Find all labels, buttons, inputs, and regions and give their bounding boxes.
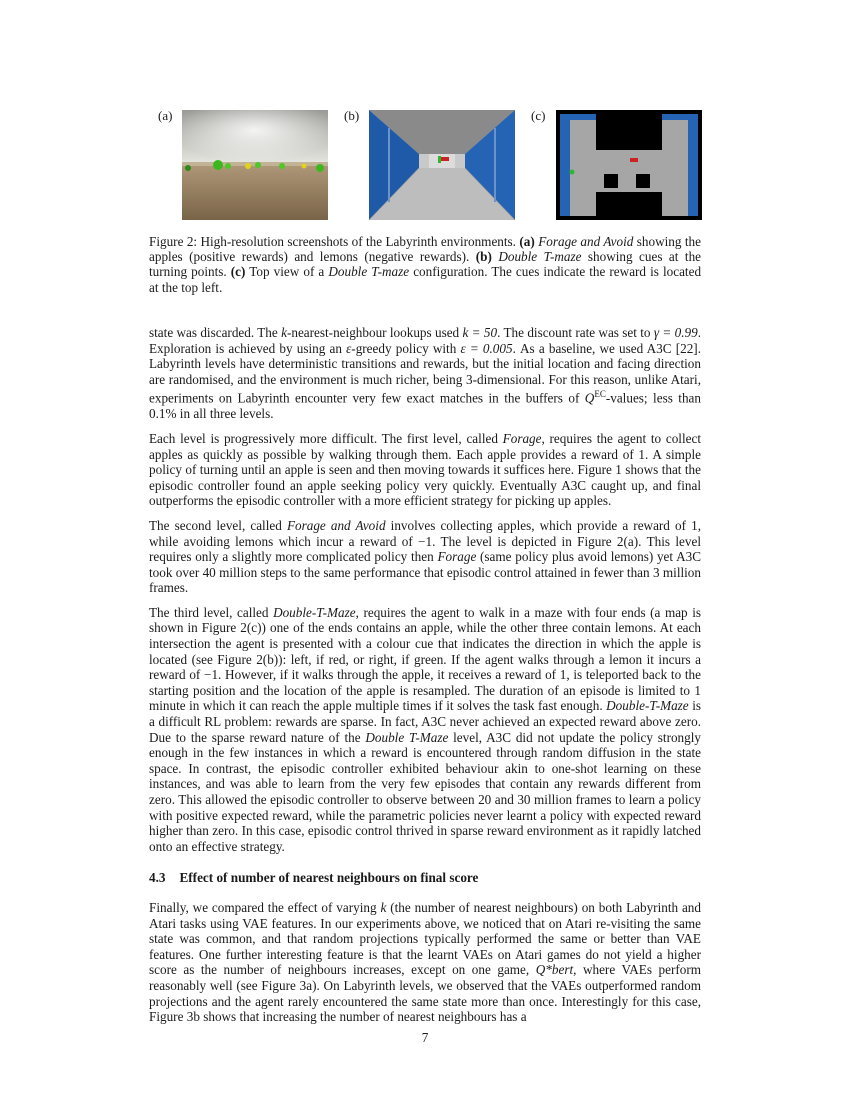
math-q: Q xyxy=(584,390,595,406)
level-name: Double T-Maze xyxy=(365,729,449,745)
level-name: Double-T-Maze xyxy=(606,698,689,714)
paragraph-double-t-maze xyxy=(149,605,701,855)
text-run: state was discarded. The xyxy=(149,325,282,340)
paragraph-forage xyxy=(149,431,701,509)
caption-c-name: Double T-maze xyxy=(328,264,410,280)
panel-b-label: (b) xyxy=(344,108,360,123)
page-number: 7 xyxy=(421,1030,429,1045)
text-run: level, A3C did not update the policy strongly enough in the few instances in which a reward is encountered through random diffusion in the state space. In contrast, the episodic controller exhibited behaviour akin to one-shot learning on these instances, and was able to learn from the very few episodes that contain any rewards different from zero. This allowed the episodic controller to observe between 20 and 30 million frames to learn a policy with positive expected reward, while the parametric policies never learnt a policy with expected reward higher than zero. In this case, episodic control thrived in sparse reward environment as it rapidly latched onto an effective strategy. xyxy=(149,729,701,854)
math-percent: 0.1% xyxy=(149,406,177,422)
math-negative-one: −1 xyxy=(418,533,433,549)
caption-b-tag: (b) xyxy=(475,249,492,265)
text-run: (same policy plus avoid lemons) yet A3C took over 40 million steps to the same performance that episodic control attained in fewer than 3 million frames. xyxy=(149,549,701,596)
panel-a-label: (a) xyxy=(158,108,173,123)
caption-c-text1: Top view of a xyxy=(249,264,325,280)
caption-b-name: Double T-maze xyxy=(498,249,582,265)
text-run: -nearest-neighbour lookups used xyxy=(286,325,463,340)
text-run: Finally, we compared the effect of varying xyxy=(149,899,381,915)
text-run: . Exploration is achieved by using an xyxy=(149,325,701,356)
math-k: k xyxy=(281,325,287,340)
text-run: -greedy policy with xyxy=(351,340,461,356)
math-gamma: γ = 0.99 xyxy=(653,325,698,340)
panel-c-label: (c) xyxy=(531,108,546,123)
math-negative-one: −1 xyxy=(204,667,219,683)
paragraph-setup xyxy=(149,325,701,422)
text-run: (the number of nearest neighbours) on both Labyrinth and Atari tasks using VAE features. In our experiments above, we noticed that on Atari re-visiting the same state was common, and that random projections typically performed the same or better than VAE features. One further interesting feature is that the learnt VAEs on Atari games do not yield a higher score as the number of neighbours increases, except on one game, xyxy=(149,899,701,978)
math-one: 1 xyxy=(559,667,567,683)
level-name: Forage xyxy=(502,430,542,446)
forage-avoid-screenshot xyxy=(182,110,328,220)
figure-caption xyxy=(149,234,701,295)
math-k: k xyxy=(380,899,387,915)
text-run: in all three levels. xyxy=(176,406,274,422)
paragraph-forage-avoid xyxy=(149,518,701,596)
text-run: , requires the agent to walk in a maze with four ends (a map is shown in Figure 2(c)) one of the ends contains an apple, while the other three contain lemons. At each intersection the agent is presented with a colour cue that indicates the direction in which the apple is located (see Figure 2(b)): left, if red, or right, if green. If the agent walks through a lemon it incurs a reward of xyxy=(149,604,702,683)
text-run: Each level is progressively more difficult. The first level, called xyxy=(149,430,503,446)
text-run: . The discount rate was set to xyxy=(497,325,654,340)
math-epsilon-value: ε = 0.005 xyxy=(460,340,513,356)
caption-c-text2: configuration. The cues indicate the reward is located at the top left. xyxy=(149,264,702,295)
math-q-superscript: EC xyxy=(594,389,606,400)
game-name: Q*bert xyxy=(535,962,574,978)
math-epsilon: ε xyxy=(346,340,352,356)
caption-b-text: showing cues at the turning points. xyxy=(149,249,702,280)
body-text xyxy=(149,325,701,1034)
section-heading xyxy=(149,870,701,886)
caption-prefix: Figure 2: High-resolution screenshots of the Labyrinth environments. xyxy=(149,234,516,249)
text-run: involves collecting apples, which provide a reward of 1, while avoiding lemons which incur a reward of xyxy=(149,517,701,549)
math-k-value: k = 50 xyxy=(462,325,498,340)
text-run: The second level, called xyxy=(149,517,287,533)
text-run: , is teleported back to the starting position and the location of the apple is resampled. The duration of an episode is limited to 1 minute in which it can reach the apple multiple times if it solves the task fast enough. xyxy=(149,667,701,714)
text-run: -values; less than xyxy=(605,390,701,406)
caption-c-tag: (c) xyxy=(230,264,246,280)
section-title: Effect of number of nearest neighbours on final score xyxy=(179,870,479,886)
caption-a-tag: (a) xyxy=(519,234,535,249)
caption-a-name: Forage and Avoid xyxy=(538,234,634,249)
level-name: Forage xyxy=(437,549,477,565)
section-number: 4.3 xyxy=(149,870,166,886)
level-name: Double-T-Maze xyxy=(273,604,356,620)
text-run: . The level is depicted in Figure 2(a). This level requires only a slightly more complicated policy then xyxy=(149,533,701,565)
text-run: . However, if it walks through the apple, it receives a reward of xyxy=(218,667,560,683)
text-run: is a difficult RL problem: rewards are sparse. In fact, A3C never achieved an expected reward above zero. Due to the sparse reward nature of the xyxy=(149,698,701,745)
text-run: The third level, called xyxy=(149,604,274,620)
level-name: Forage and Avoid xyxy=(286,517,386,533)
double-t-maze-corridor-screenshot xyxy=(369,110,515,220)
text-run: . As a baseline, we used A3C [22]. Labyrinth levels have deterministic transitions and rewards, but the initial location and facing direction are randomised, and the environment is much richer, being 3-dimensional. For this reason, unlike Atari, experiments on Labyrinth encounter very few exact matches in the buffers of xyxy=(149,340,701,406)
caption-a-text: showing the apples (positive rewards) and lemons (negative rewards). xyxy=(149,234,702,265)
double-t-maze-top-view xyxy=(556,110,702,220)
text-run: , where VAEs perform reasonably well (see Figure 3a). On Labyrinth levels, we observed that the VAEs outperformed random projections and the agent rarely encountered the same state more than once. Interestingly for this case, Figure 3b shows that increasing the number of nearest neighbours has a xyxy=(149,962,701,1025)
text-run: , requires the agent to collect apples as quickly as possible by walking through them. Each apple provides a reward of 1. A simple policy of turning until an apple is seen and then moving towards it suffices here. Figure 1 shows that the episodic controller found an apple seeking policy very quickly. Eventually A3C caught up, and final outperforms the episodic controller with a more efficient strategy for picking up apples. xyxy=(149,430,701,509)
paragraph-nearest-neighbours xyxy=(149,900,701,1025)
